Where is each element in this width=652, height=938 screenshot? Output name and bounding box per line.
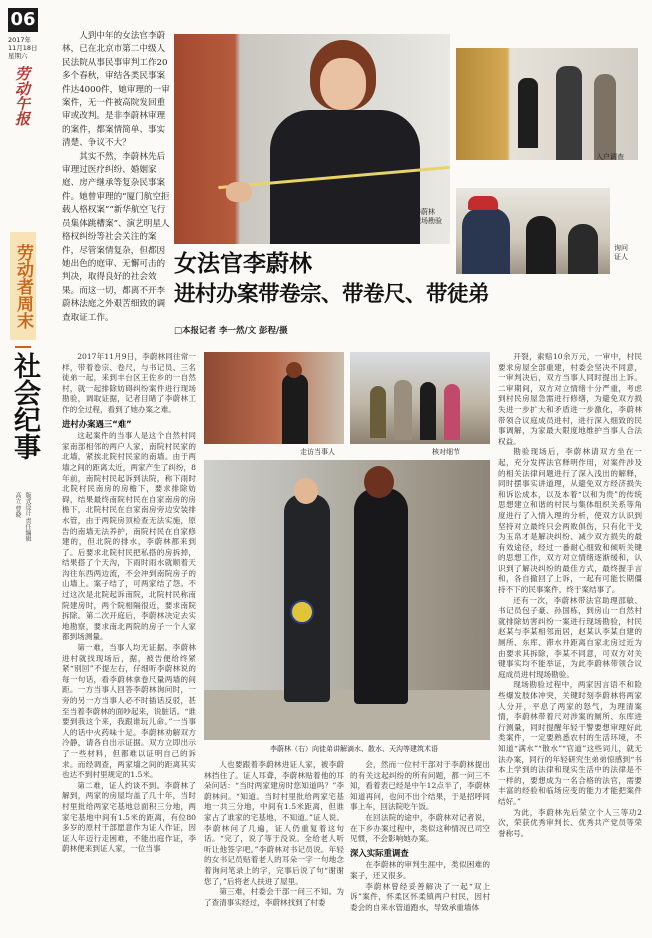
headline-line1: 女法官李蔚林 <box>174 251 312 277</box>
issue-date: 2017年 11月18日 星期六 <box>8 36 38 60</box>
paragraph: 在李蔚林的审判生涯中，类似困难的案子，还又很多。 <box>350 860 490 880</box>
verify-photo-caption: 核对细节 <box>432 448 460 456</box>
witness-photo <box>456 188 610 274</box>
paragraph: 开裂，索赔10余万元，一审中，村民要求房屋全部重建，村委会坚决不同意，一审判决后，双方当事人同时提出上诉。二审期间，双方对立情绪十分严重，考虑到村民房屋急需进行修缮，为避免双方损失进一步扩大和矛盾进一步激化，李蔚林带领合议庭成员进村，进行深入细致的民事调解，为家最大限度地维护当事人合法权益。 <box>498 352 642 446</box>
alley-photo-caption: 李蔚林（右）向徒弟讲解滴水、散水、天沟等建筑术语 <box>270 745 438 753</box>
paragraph: 勘验现场后，李蔚林请双方坐在一起，充分发挥法官释明作用，对案件涉及的相关法律问题进行了深入浅出的解释，同时摆事实讲道理，从避免双方经济损失和诉讼成本，以及本着“以和为贵”的传统思想建立和谐的村民与集体组织关系等角度进行了入情入理的分析，使双方认识到坚持对立最终只会两败俱伤，只有化干戈为玉帛才是解决纠纷、减少双方损失的最有效途径，经过一番耐心细致和倾听关键的思想工作，双方对立情绪逐渐缓和，认识到了解决纠纷的最佳方式，最终握手言和，各自撤回了上诉，一起有可能长期僵持不下的民事案件，终于案结事了。 <box>498 447 642 595</box>
paragraph: 还有一次，李蔚林带法官助理邵敏、书记员包子豪、孙国栋，到房山一自然村就排除妨害纠纷一案进行现场勘验，村民赵某与李某相邻而居，赵某认李某自建的厕所、东库、滞水井距离自家北房过近为由要求其拆除，李某不同意，可双方对关键事实均不能举证，为此李蔚林带领合议庭成员进村现场勘验。 <box>498 595 642 679</box>
page-number: 06 <box>8 8 38 32</box>
tape-reel-icon <box>290 600 314 624</box>
paragraph: 第三难，村委会干部一问三不知。为了查清事实经过，李蔚林找到了村委 <box>204 887 344 907</box>
paragraph: 会，然而一位村干部对于李蔚林提出的有关这起纠纷的所有问题，都一问三不知，看着表已经是中午12点半了，李蔚林知道再问，也问不出个结果，于是招呼同事上车，回法院吃午饭。 <box>350 760 490 812</box>
body-column-1 <box>62 352 196 936</box>
paragraph: 李蔚林曾经妥善解决了一起“双上诉”案件，怀柔区怀柔镇两户村民，因村委会的自来水管道跑水，导致承重墙体 <box>350 881 490 912</box>
main-photo <box>174 34 450 244</box>
main-photo-caption: 李蔚林 现场勘验 <box>414 208 442 225</box>
verify-photo <box>350 352 490 444</box>
paragraph: 现场勘验过程中，两家因言语不和险些爆发肢体冲突，关键时刻李蔚林将两家人分开，平息了两家的怒气，为理清案情，李蔚林带着尺对涉案的厕所、东库进行测量，同时提醒年轻干警要想审理好此类案件，一定要熟悉农村的生活环境，不知道“满水”“散水”“官道”这些词儿，就无法办案，同行的年轻研究生弟弟惊感到“书本上学到的法律和现实生活中的法律是不一样的，要想成为一名合格的法官，需要丰富的经验和临场应变的能力才能把案件结好。” <box>498 680 642 806</box>
judge-figure <box>354 488 408 704</box>
visit-photo-caption: 走访当事人 <box>300 448 335 456</box>
paragraph: 第二难，证人约谈不到。李蔚林了解到，两家的房屋均盖了几十年，当时村里批给两家宅基地总面积三分地，两家宅基地中间有1.5米的距离，有位80多岁的原村干部愿意作为证人作证，因证人年迈行走困难，不能出庭作证，李蔚林便来到证人家，一位当事 <box>62 780 196 854</box>
intro-paragraph: 其实不然，李蔚林先后审理过医疗纠纷、婚姻家庭、房产继承等复杂民事案件。她曾审理的“厦门航空拒载人格权案”“新华航空飞行员集体跳槽案”、演艺明星人格权纠纷等社会关注的案件，尽管案情复杂，但都因她出色的庭审、无懈可击的判决，取得良好的社会效果。而这一切，都离不开李蔚林法庭之外艰苦细致的调查取证工作。 <box>62 151 170 323</box>
paragraph: 在回法院的途中，李蔚林对记者说，在下乡办案过程中，类似这种情况已司空见惯，不会影响她办案。 <box>350 812 490 844</box>
headline-line2: 进村办案带卷宗、带卷尺、带徒弟 <box>174 282 490 307</box>
paragraph: 2017年11月9日，李蔚林同往常一样，带着卷宗、卷尺，与书记员、三名徒弟一起，来到丰台区王佐乡的一自然村，就一起排除妨碍纠纷案件进行现场勘验，调取证据，记者目睹了李蔚林工作的全过程，看到了她办案之难。 <box>62 352 196 414</box>
paragraph: 人也要跟着李蔚林进证人家，被李蔚林挡住了。证人耳聋，李蔚林贴着他的耳朵问话：“当时两家建房时您知道吗？”李蔚林问。“知道。当时村里批给两家宅基地一共三分地，中间有1.5米距离，但谁家占了谁家的宅基地，不知道。”证人说。李蔚林问了几遍，证人仍重复着这句话。“完了，说了等于没说。全给老人听听让他签字吧。”李蔚林对书记员说。年轻的女书记员贴着老人的耳朵一字一句地念着询问笔录上的字，完事后说了句“谢谢您了，”后将老人扶进了屋里。 <box>204 760 344 886</box>
alley-photo <box>204 460 490 740</box>
byline: □本报记者 李一然/文 彭程/摄 <box>174 326 288 336</box>
entry-photo-caption: 入户调查 <box>596 153 624 161</box>
editor-credits: 版式设计 责任编辑 高立 曹晓 <box>14 492 31 542</box>
newspaper-logo: 劳动午报 <box>13 66 31 126</box>
witness-photo-caption: 询问 证人 <box>614 244 628 261</box>
judge-hand-shape <box>226 182 252 202</box>
apprentice-figure <box>284 494 330 702</box>
body-column-4 <box>498 352 642 936</box>
section-title: 社会纪事 <box>9 352 40 460</box>
paragraph: 为此，李蔚林先后荣立个人三等功2次，荣获优秀审判长、优秀共产党员等荣誉称号。 <box>498 807 642 838</box>
intro-paragraph: 人到中年的女法官李蔚林，已在北京市第二中级人民法院从事民事审判工作20多个春秋，审结各类民事案件达4000件，她审理的一审案件，无一件被高院发回重审或改判。是非李蔚林审理的案件，都案情简单、事实清楚、争议不大？ <box>62 31 170 149</box>
edition-name: 劳动者周末 <box>10 232 36 340</box>
subheading: 进村办案遇三“难” <box>62 418 132 429</box>
paragraph: 这起案件的当事人是这个自然村同家南部相邻的两户人家，南院村民家的北墙，紧挨北院村民家的南墙。由于两墙之间的距离太近，两家产生了纠纷，8年前，南院村民起诉到法院，称下雨时北院村民南房的房檐下，要求排除妨碍，结果最终南院村民在自家南房的房檐下，北院村民在自家南房旁边安装排水管，由于两院房顶检查无法实施，原告的南墙无法养护，南院村民在自家修建的，但北院的排水，李蔚林都来到了。后要求北院村民把私搭的房拆掉，结果搭了个天沟，下雨时雨水就顺着天沟往东西两边流，不会冲到南院房子的山墙上。案子结了，可两家结了怨。不过这次是北院起诉南院，北院村民称南院建房时，两个院相隔很近，要求南院拆除。第二次开庭后，李蔚林决定去实地勘察，要求南北两院的房子一个人家都到场测量。 <box>62 431 196 642</box>
article-intro <box>62 30 170 340</box>
body-column-2 <box>204 760 344 936</box>
entry-photo <box>456 48 638 160</box>
visit-photo <box>204 352 344 444</box>
subheading: 深入实际重调查 <box>350 847 409 858</box>
body-column-3 <box>350 760 490 936</box>
paragraph: 第一难，当事人均无证据。李蔚林进村就找现场后，据，被告便给终紧紧“别回”不提左右，仔细听李蔚林说的每一句话，看李蔚林拿卷尺量两墙的间距。一方当事人回答李蔚林询问时，一旁的另一方当事人必不时插话反驳，甚至当着李蔚林的面吵起来，说脏话。“谁要到我这个来，我跟谁玩儿命。”一当事人的话中火药味十足。李蔚林劝解双方冷静，请各自出示证据。双方立即出示了一些材料，但都难以证明自己的诉求。而经调查，两家墙之间的距离其实也达不到村里规定的1.5米。 <box>62 643 196 780</box>
judge-face-shape <box>320 58 366 110</box>
